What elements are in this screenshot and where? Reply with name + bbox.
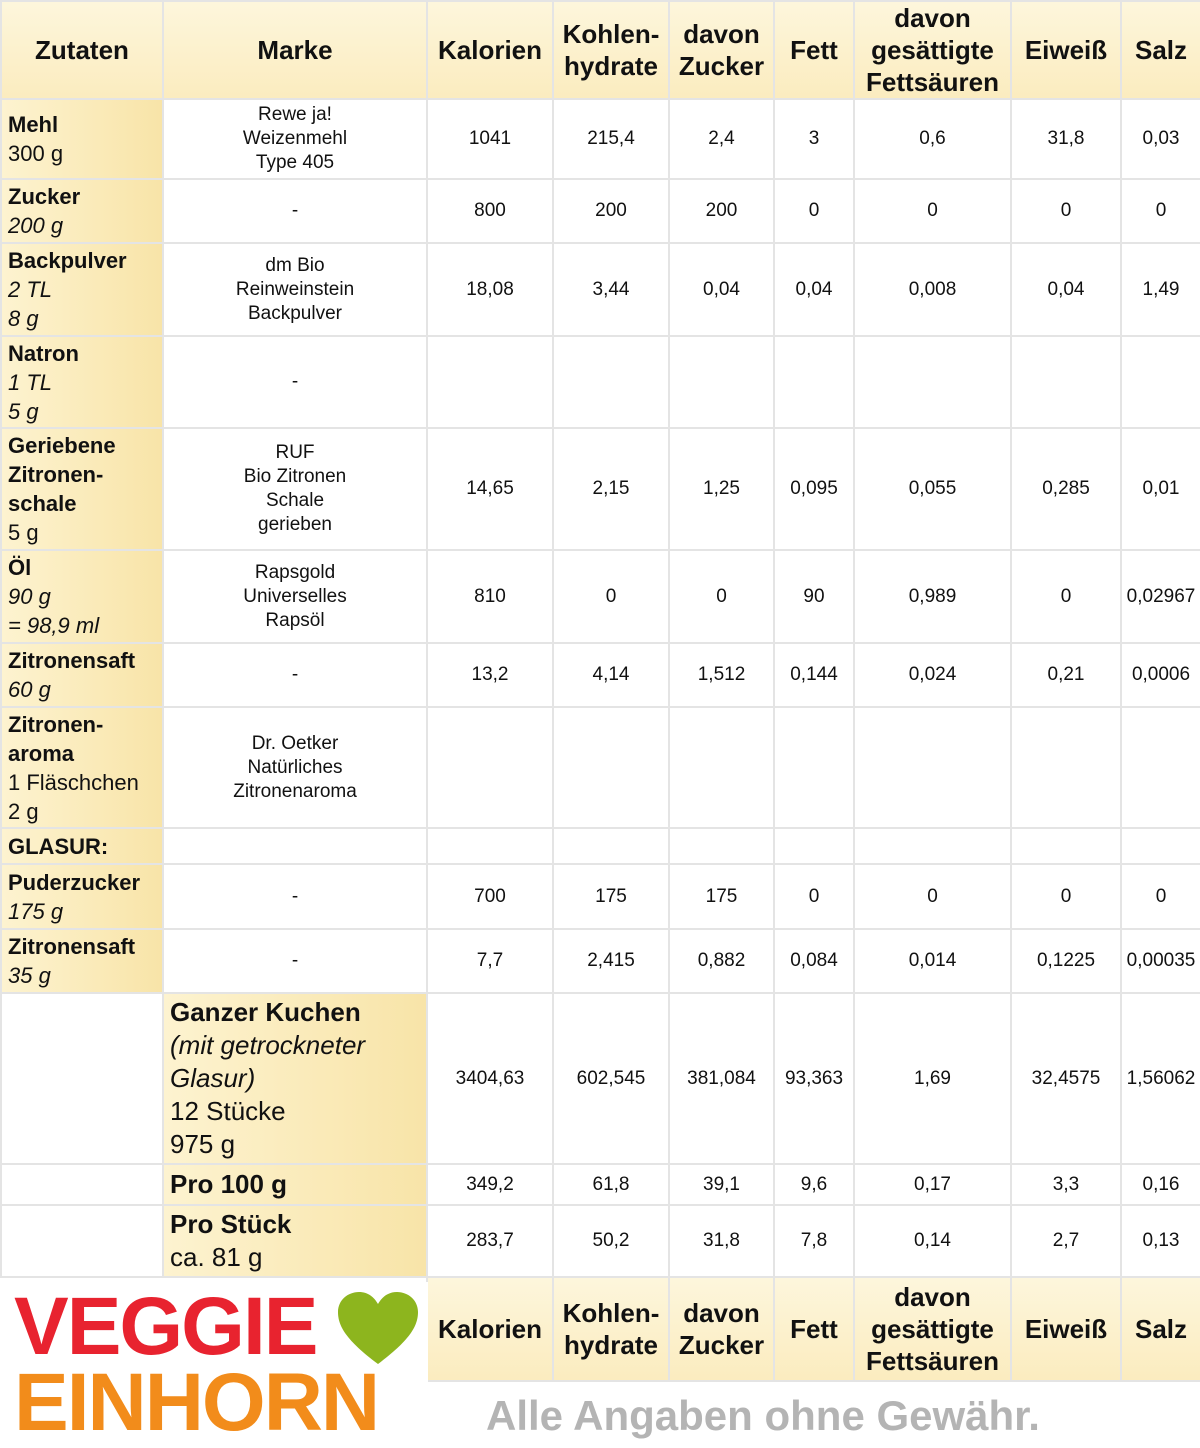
ingredient-name: Puderzucker xyxy=(8,869,141,895)
ingredient-cell xyxy=(1,929,163,993)
brand-line: Zitronenaroma xyxy=(233,780,357,802)
summary-label-cell xyxy=(163,1205,427,1277)
summary-detail: ca. 81 g xyxy=(170,1242,263,1272)
value-fett: 90 xyxy=(774,550,854,643)
brand-cell xyxy=(163,707,427,828)
brand-line: - xyxy=(291,371,299,392)
value-eiweiss xyxy=(1011,707,1121,828)
ingredient-cell xyxy=(1,336,163,428)
ingredient-cell xyxy=(1,243,163,336)
value-fettsaeuren: 0,014 xyxy=(854,929,1011,993)
value-kalorien: 800 xyxy=(427,179,553,243)
ingredient-row xyxy=(1,707,1200,828)
ingredient-quantity: 175 g xyxy=(8,898,64,924)
ingredient-row xyxy=(1,550,1200,643)
value-fett: 0,144 xyxy=(774,643,854,707)
ingredient-name: Zucker xyxy=(8,184,81,209)
summary-value-kohlenhydrate: 602,545 xyxy=(553,993,669,1164)
summary-row xyxy=(1,993,1200,1164)
summary-value-salz: 1,56062 xyxy=(1121,993,1200,1164)
ingredient-cell xyxy=(1,828,163,864)
value-eiweiss: 0 xyxy=(1011,179,1121,243)
summary-value-zucker: 31,8 xyxy=(669,1205,774,1277)
summary-detail: (mit getrockneter xyxy=(170,1030,366,1060)
footer-header-text: davon xyxy=(894,1282,971,1312)
value-fett xyxy=(774,828,854,864)
footer-col-header-eiweiss xyxy=(1011,1277,1121,1381)
ingredient-quantity: 5 g xyxy=(8,398,39,424)
brand-line: - xyxy=(291,885,299,907)
footer-col-header-kohlenhydrate xyxy=(553,1277,669,1381)
col-header-fettsaeuren: davon gesättigte Fettsäuren xyxy=(854,1,1011,99)
value-kohlenhydrate: 215,4 xyxy=(553,99,669,179)
value-zucker xyxy=(669,336,774,428)
footer-header-text: davon xyxy=(683,1298,760,1328)
brand-line: Bio Zitronen xyxy=(243,466,347,487)
summary-title: Ganzer Kuchen xyxy=(170,997,361,1027)
summary-title: Pro 100 g xyxy=(170,1169,288,1199)
ingredient-name: Zitronensaft xyxy=(8,934,136,959)
brand-cell xyxy=(163,643,427,707)
value-salz: 0 xyxy=(1121,179,1200,243)
ingredient-quantity: 2 g xyxy=(8,798,39,824)
ingredient-row xyxy=(1,643,1200,707)
ingredient-row xyxy=(1,243,1200,336)
value-kalorien xyxy=(427,336,553,428)
value-salz: 0,01 xyxy=(1121,428,1200,550)
brand-line: Natürliches xyxy=(247,756,343,778)
value-kalorien: 1041 xyxy=(427,99,553,179)
summary-value-fett: 7,8 xyxy=(774,1205,854,1277)
brand-line: Reinweinstein xyxy=(235,278,355,300)
summary-row xyxy=(1,1164,1200,1205)
value-fettsaeuren: 0 xyxy=(854,864,1011,929)
ingredient-quantity: 90 g xyxy=(8,584,51,609)
summary-row xyxy=(1,1205,1200,1277)
brand-line: Schale xyxy=(265,490,325,511)
brand-line: gerieben xyxy=(258,514,332,535)
value-kohlenhydrate: 4,14 xyxy=(553,643,669,707)
value-eiweiss: 0,1225 xyxy=(1011,929,1121,993)
ingredient-name: GLASUR: xyxy=(8,833,109,859)
value-kohlenhydrate: 200 xyxy=(553,179,669,243)
footer-col-header-kalorien xyxy=(427,1277,553,1381)
summary-label-cell xyxy=(163,993,427,1164)
ingredient-cell xyxy=(1,707,163,828)
value-eiweiss xyxy=(1011,336,1121,428)
brand-line: Rapsöl xyxy=(265,609,325,631)
footer-header-text: Fett xyxy=(790,1314,838,1344)
summary-value-salz: 0,16 xyxy=(1121,1164,1200,1205)
brand-cell xyxy=(163,99,427,179)
value-kohlenhydrate: 2,15 xyxy=(553,428,669,550)
value-salz: 0,03 xyxy=(1121,99,1200,179)
footer-header-text: Salz xyxy=(1134,1314,1188,1344)
ingredient-name: Natron xyxy=(8,340,79,366)
col-header-fett: Fett xyxy=(774,1,854,99)
disclaimer-text: Alle Angaben ohne Gewähr. xyxy=(486,1392,1040,1439)
ingredient-quantity: 8 g xyxy=(8,306,39,331)
brand-line: Rewe ja! xyxy=(258,104,332,125)
summary-detail: Glasur) xyxy=(170,1063,256,1093)
summary-detail: 12 Stücke xyxy=(170,1096,286,1126)
value-eiweiss: 0 xyxy=(1011,864,1121,929)
footer-header-text: Kalorien xyxy=(437,1314,543,1344)
value-kalorien: 700 xyxy=(427,864,553,929)
footer-header-text: Eiweiß xyxy=(1024,1314,1108,1344)
value-eiweiss: 0,04 xyxy=(1011,243,1121,336)
value-fettsaeuren: 0,008 xyxy=(854,243,1011,336)
footer-header-text: gesättigte xyxy=(871,1314,994,1344)
value-salz xyxy=(1121,707,1200,828)
brand-cell xyxy=(163,336,427,428)
value-salz: 0,00035 xyxy=(1121,929,1200,993)
heart-icon xyxy=(336,1290,420,1366)
value-eiweiss: 0 xyxy=(1011,550,1121,643)
ingredient-name: Öl xyxy=(8,555,32,580)
value-kalorien: 18,08 xyxy=(427,243,553,336)
ingredient-name: Zitronensaft xyxy=(8,648,136,673)
value-eiweiss: 0,285 xyxy=(1011,428,1121,550)
brand-line: - xyxy=(291,950,299,971)
footer-header-text: hydrate xyxy=(564,1330,658,1360)
value-fett: 3 xyxy=(774,99,854,179)
value-fettsaeuren xyxy=(854,707,1011,828)
ingredient-quantity: 2 TL xyxy=(8,277,53,302)
brand-cell xyxy=(163,550,427,643)
value-kohlenhydrate xyxy=(553,336,669,428)
brand-cell xyxy=(163,243,427,336)
value-fett: 0 xyxy=(774,864,854,929)
value-zucker xyxy=(669,828,774,864)
value-fettsaeuren: 0,989 xyxy=(854,550,1011,643)
summary-value-eiweiss: 32,4575 xyxy=(1011,993,1121,1164)
value-kalorien xyxy=(427,828,553,864)
ingredient-name: Geriebene Zitronen-schale xyxy=(8,433,116,516)
value-fettsaeuren: 0,055 xyxy=(854,428,1011,550)
value-fett: 0,095 xyxy=(774,428,854,550)
ingredient-row xyxy=(1,179,1200,243)
value-fettsaeuren: 0,6 xyxy=(854,99,1011,179)
summary-value-eiweiss: 3,3 xyxy=(1011,1164,1121,1205)
brand-line: RUF xyxy=(275,442,315,463)
footer-col-header-salz xyxy=(1121,1277,1200,1381)
value-zucker: 1,512 xyxy=(669,643,774,707)
ingredient-quantity: 1 Fläschchen xyxy=(8,769,139,795)
value-kohlenhydrate xyxy=(553,707,669,828)
brand-line: Universelles xyxy=(243,585,347,607)
footer-header-text: Fettsäuren xyxy=(866,1346,999,1376)
summary-value-kalorien: 283,7 xyxy=(427,1205,553,1277)
value-zucker: 2,4 xyxy=(669,99,774,179)
footer-col-header-fettsaeuren xyxy=(854,1277,1011,1381)
value-kohlenhydrate: 0 xyxy=(553,550,669,643)
ingredient-row xyxy=(1,828,1200,864)
col-header-eiweiss: Eiweiß xyxy=(1011,1,1121,99)
value-eiweiss xyxy=(1011,828,1121,864)
ingredient-name: Mehl xyxy=(8,112,59,137)
summary-value-kalorien: 349,2 xyxy=(427,1164,553,1205)
col-header-marke: Marke xyxy=(163,1,427,99)
ingredient-quantity: 35 g xyxy=(8,963,51,988)
value-fett: 0 xyxy=(774,179,854,243)
summary-value-fettsaeuren: 0,14 xyxy=(854,1205,1011,1277)
brand-line: Weizenmehl xyxy=(242,128,348,149)
value-zucker: 200 xyxy=(669,179,774,243)
ingredient-name: Zitronen-aroma xyxy=(8,711,104,766)
ingredient-row xyxy=(1,99,1200,179)
value-fett xyxy=(774,707,854,828)
value-salz xyxy=(1121,828,1200,864)
value-zucker: 0,882 xyxy=(669,929,774,993)
value-salz: 0,0006 xyxy=(1121,643,1200,707)
footer-header-text: Zucker xyxy=(678,1330,765,1360)
ingredient-cell xyxy=(1,864,163,929)
summary-value-fett: 9,6 xyxy=(774,1164,854,1205)
ingredient-quantity: 60 g xyxy=(8,677,51,702)
ingredient-quantity: = 98,9 ml xyxy=(8,613,100,638)
logo-line-veggie: VEGGIE xyxy=(14,1281,317,1372)
summary-title: Pro Stück xyxy=(170,1209,292,1239)
brand-line: Type 405 xyxy=(255,152,335,173)
ingredient-cell xyxy=(1,428,163,550)
ingredient-row xyxy=(1,864,1200,929)
value-fettsaeuren xyxy=(854,828,1011,864)
brand-cell xyxy=(163,864,427,929)
ingredient-row xyxy=(1,428,1200,550)
summary-value-kohlenhydrate: 50,2 xyxy=(553,1205,669,1277)
ingredient-cell xyxy=(1,550,163,643)
brand-line: Dr. Oetker xyxy=(251,732,339,754)
summary-empty-cell xyxy=(1,993,163,1164)
col-header-kalorien: Kalorien xyxy=(427,1,553,99)
brand-line: Rapsgold xyxy=(254,561,336,583)
value-fett: 0,04 xyxy=(774,243,854,336)
brand-line: - xyxy=(291,200,299,221)
value-kohlenhydrate: 175 xyxy=(553,864,669,929)
ingredient-row xyxy=(1,929,1200,993)
brand-cell xyxy=(163,179,427,243)
col-header-zutaten: Zutaten xyxy=(1,1,163,99)
value-zucker: 0,04 xyxy=(669,243,774,336)
value-zucker: 1,25 xyxy=(669,428,774,550)
brand-line: - xyxy=(291,664,299,685)
summary-label-cell xyxy=(163,1164,427,1205)
value-salz: 1,49 xyxy=(1121,243,1200,336)
value-fett xyxy=(774,336,854,428)
veggie-einhorn-logo xyxy=(0,1281,428,1448)
summary-value-zucker: 381,084 xyxy=(669,993,774,1164)
brand-cell xyxy=(163,428,427,550)
value-eiweiss: 0,21 xyxy=(1011,643,1121,707)
ingredient-name: Backpulver xyxy=(8,248,127,273)
value-eiweiss: 31,8 xyxy=(1011,99,1121,179)
value-kohlenhydrate xyxy=(553,828,669,864)
brand-line: Backpulver xyxy=(248,302,342,324)
value-kalorien: 810 xyxy=(427,550,553,643)
value-kalorien xyxy=(427,707,553,828)
brand-cell xyxy=(163,828,427,864)
value-salz xyxy=(1121,336,1200,428)
ingredient-cell xyxy=(1,179,163,243)
ingredient-cell xyxy=(1,643,163,707)
value-kalorien: 7,7 xyxy=(427,929,553,993)
value-zucker: 175 xyxy=(669,864,774,929)
footer-col-header-fett xyxy=(774,1277,854,1381)
summary-value-eiweiss: 2,7 xyxy=(1011,1205,1121,1277)
footer-col-header-zucker xyxy=(669,1277,774,1381)
brand-line: dm Bio xyxy=(265,254,325,276)
summary-empty-cell xyxy=(1,1205,163,1277)
value-fett: 0,084 xyxy=(774,929,854,993)
disclaimer-bar xyxy=(426,1386,1200,1444)
summary-empty-cell xyxy=(1,1164,163,1205)
ingredient-row xyxy=(1,336,1200,428)
ingredient-quantity: 200 g xyxy=(8,213,64,238)
summary-value-kalorien: 3404,63 xyxy=(427,993,553,1164)
value-fettsaeuren: 0 xyxy=(854,179,1011,243)
ingredient-cell xyxy=(1,99,163,179)
value-kalorien: 13,2 xyxy=(427,643,553,707)
col-header-zucker: davon Zucker xyxy=(669,1,774,99)
value-kohlenhydrate: 3,44 xyxy=(553,243,669,336)
header-row xyxy=(1,1,1200,99)
summary-value-fett: 93,363 xyxy=(774,993,854,1164)
value-salz: 0,02967 xyxy=(1121,550,1200,643)
summary-value-fettsaeuren: 0,17 xyxy=(854,1164,1011,1205)
summary-value-zucker: 39,1 xyxy=(669,1164,774,1205)
summary-value-fettsaeuren: 1,69 xyxy=(854,993,1011,1164)
footer-header-text: Kohlen- xyxy=(562,1298,660,1328)
value-fettsaeuren xyxy=(854,336,1011,428)
col-header-kohlenhydrate: Kohlen- hydrate xyxy=(553,1,669,99)
value-kalorien: 14,65 xyxy=(427,428,553,550)
logo-line-einhorn: EINHORN xyxy=(14,1357,379,1448)
summary-detail: 975 g xyxy=(170,1129,236,1159)
ingredient-quantity: 1 TL xyxy=(8,369,53,395)
col-header-salz: Salz xyxy=(1121,1,1200,99)
value-kohlenhydrate: 2,415 xyxy=(553,929,669,993)
summary-value-kohlenhydrate: 61,8 xyxy=(553,1164,669,1205)
ingredient-quantity: 300 g xyxy=(8,141,64,166)
ingredient-quantity: 5 g xyxy=(8,520,39,545)
value-zucker: 0 xyxy=(669,550,774,643)
summary-value-salz: 0,13 xyxy=(1121,1205,1200,1277)
value-fettsaeuren: 0,024 xyxy=(854,643,1011,707)
brand-cell xyxy=(163,929,427,993)
value-salz: 0 xyxy=(1121,864,1200,929)
value-zucker xyxy=(669,707,774,828)
